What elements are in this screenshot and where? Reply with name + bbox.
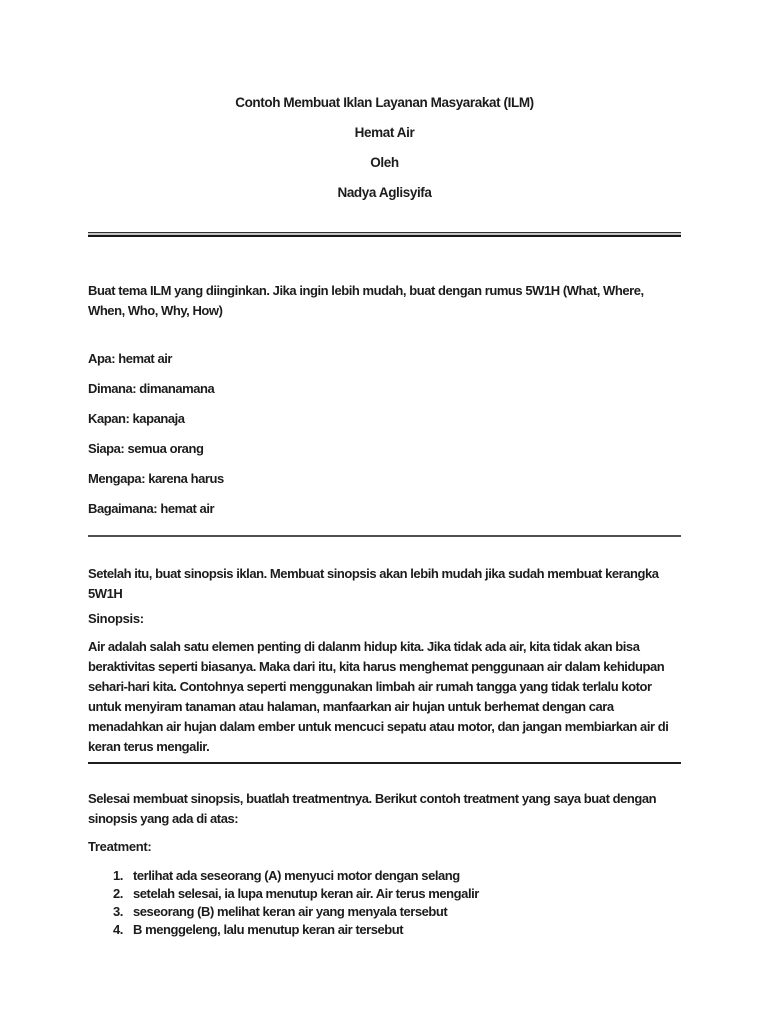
step-number: 1. — [113, 868, 123, 883]
step-text: terlihat ada seseorang (A) menyuci motor dengan selang — [133, 868, 460, 883]
step-number: 3. — [113, 904, 123, 919]
treatment-steps — [88, 867, 681, 939]
treatment-step — [113, 921, 681, 939]
section2-intro: Setelah itu, buat sinopsis iklan. Membuat sinopsis akan lebih mudah jika sudah membuat kerangka 5W1H — [88, 566, 659, 601]
step-text: seseorang (B) melihat keran air yang menyala tersebut — [133, 904, 448, 919]
doc-byline-label: Oleh — [370, 155, 399, 170]
step-text: B menggeleng, lalu menutup keran air tersebut — [133, 922, 404, 937]
divider-treatment — [88, 762, 681, 764]
treatment-label: Treatment: — [88, 839, 152, 854]
step-number: 4. — [113, 922, 123, 937]
divider-title — [88, 232, 681, 237]
w5h1-item-mengapa: Mengapa: karena harus — [88, 471, 224, 486]
treatment-step — [113, 885, 681, 903]
w5h1-item-kapan: Kapan: kapanaja — [88, 411, 185, 426]
divider-sinopsis — [88, 535, 681, 537]
doc-subtitle: Hemat Air — [354, 125, 415, 140]
step-text: setelah selesai, ia lupa menutup keran air. Air terus mengalir — [133, 886, 479, 901]
w5h1-item-dimana: Dimana: dimanamana — [88, 381, 215, 396]
step-number: 2. — [113, 886, 123, 901]
w5h1-item-apa: Apa: hemat air — [88, 351, 173, 366]
doc-title: Contoh Membuat Iklan Layanan Masyarakat (ILM) — [235, 95, 534, 110]
w5h1-item-siapa: Siapa: semua orang — [88, 441, 204, 456]
sinopsis-label: Sinopsis: — [88, 611, 144, 626]
section1-intro: Buat tema ILM yang diinginkan. Jika ingin lebih mudah, buat dengan rumus 5W1H (What, Where, When, Who, Why, How) — [88, 283, 644, 318]
w5h1-item-bagaimana: Bagaimana: hemat air — [88, 501, 215, 516]
treatment-step — [113, 867, 681, 885]
section3-intro: Selesai membuat sinopsis, buatlah treatmentnya. Berikut contoh treatment yang saya buat dengan sinopsis yang ada di atas: — [88, 791, 657, 826]
treatment-step — [113, 903, 681, 921]
doc-author: Nadya Aglisyifa — [337, 185, 432, 200]
sinopsis-body: Air adalah salah satu elemen penting di dalanm hidup kita. Jika tidak ada air, kita tidak akan bisa beraktivitas seperti biasanya. Maka dari itu, kita harus menghemat penggunaan air dalam kehidupan sehari-hari kita. Contohnya seperti menggunakan limbah air rumah tangga yang tidak terlalu kotor untuk menyiram tanaman atau halaman, manfaarkan air hujan untuk berhemat dengan cara menadahkan air hujan dalam ember untuk mencuci sepatu atau motor, dan jangan membiarkan air di keran terus mengalir. — [88, 639, 669, 754]
